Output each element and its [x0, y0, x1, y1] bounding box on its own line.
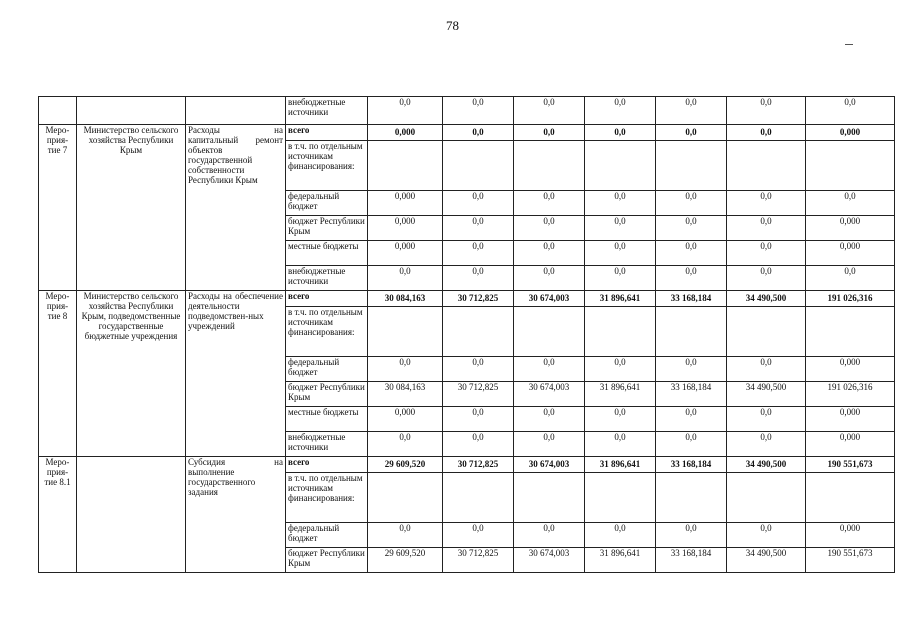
- funding-source-cell: внебюджетные источники: [286, 97, 368, 125]
- amount-cell: 0,0: [656, 97, 727, 125]
- amount-cell: 0,0: [727, 357, 806, 382]
- amount-cell: 0,0: [656, 266, 727, 291]
- funding-source-cell: в т.ч. по отдельным источникам финансирования:: [286, 473, 368, 523]
- amount-cell: 0,0: [585, 432, 656, 457]
- amount-cell: 0,0: [585, 523, 656, 548]
- amount-cell: 30 674,003: [514, 291, 585, 307]
- amount-cell: 33 168,184: [656, 457, 727, 473]
- funding-source-cell: в т.ч. по отдельным источникам финансирования:: [286, 307, 368, 357]
- amount-cell: 34 490,500: [727, 291, 806, 307]
- amount-cell: 29 609,520: [368, 548, 443, 573]
- executor-cell: Министерство сельского хозяйства Республики Крым: [77, 125, 186, 291]
- funding-source-cell: местные бюджеты: [286, 407, 368, 432]
- amount-cell: 0,0: [443, 266, 514, 291]
- executor-cell: [77, 457, 186, 573]
- amount-cell: 0,000: [806, 241, 895, 266]
- amount-cell: 191 026,316: [806, 291, 895, 307]
- amount-cell: 0,0: [656, 407, 727, 432]
- event-name-cell: Расходы на капитальный ремонт объектов государственной собственности Республики Крым: [186, 125, 286, 291]
- amount-cell: [514, 141, 585, 191]
- scan-mark: [845, 44, 853, 45]
- amount-cell: 0,0: [585, 97, 656, 125]
- amount-cell: 31 896,641: [585, 548, 656, 573]
- amount-cell: 0,0: [585, 407, 656, 432]
- amount-cell: [368, 307, 443, 357]
- amount-cell: [585, 307, 656, 357]
- amount-cell: [656, 141, 727, 191]
- amount-cell: 0,0: [656, 523, 727, 548]
- table-row: [39, 97, 895, 125]
- amount-cell: 33 168,184: [656, 382, 727, 407]
- funding-source-cell: всего: [286, 125, 368, 141]
- amount-cell: 31 896,641: [585, 382, 656, 407]
- amount-cell: 0,0: [806, 97, 895, 125]
- amount-cell: [443, 307, 514, 357]
- amount-cell: 0,0: [514, 432, 585, 457]
- amount-cell: 0,000: [806, 523, 895, 548]
- amount-cell: 0,0: [443, 191, 514, 216]
- event-code-cell: Меро- прия- тие 7: [39, 125, 77, 291]
- amount-cell: 0,0: [514, 357, 585, 382]
- amount-cell: 0,0: [443, 357, 514, 382]
- amount-cell: [806, 141, 895, 191]
- amount-cell: 31 896,641: [585, 457, 656, 473]
- amount-cell: [806, 307, 895, 357]
- amount-cell: 0,0: [727, 407, 806, 432]
- amount-cell: 0,0: [514, 216, 585, 241]
- amount-cell: 0,000: [368, 191, 443, 216]
- amount-cell: 0,0: [585, 266, 656, 291]
- amount-cell: 0,0: [514, 266, 585, 291]
- amount-cell: 191 026,316: [806, 382, 895, 407]
- amount-cell: 33 168,184: [656, 291, 727, 307]
- amount-cell: 190 551,673: [806, 457, 895, 473]
- amount-cell: [727, 473, 806, 523]
- amount-cell: 0,000: [806, 407, 895, 432]
- amount-cell: 30 712,825: [443, 382, 514, 407]
- amount-cell: 30 674,003: [514, 548, 585, 573]
- amount-cell: 0,0: [585, 241, 656, 266]
- amount-cell: 0,000: [368, 241, 443, 266]
- amount-cell: 30 674,003: [514, 457, 585, 473]
- amount-cell: 0,0: [727, 523, 806, 548]
- amount-cell: 31 896,641: [585, 291, 656, 307]
- amount-cell: 33 168,184: [656, 548, 727, 573]
- amount-cell: 0,0: [443, 125, 514, 141]
- amount-cell: 30 674,003: [514, 382, 585, 407]
- amount-cell: 0,0: [514, 97, 585, 125]
- funding-source-cell: внебюджетные источники: [286, 266, 368, 291]
- amount-cell: [656, 473, 727, 523]
- funding-source-cell: в т.ч. по отдельным источникам финансирования:: [286, 141, 368, 191]
- amount-cell: 0,0: [443, 432, 514, 457]
- budget-table: [38, 96, 895, 573]
- amount-cell: 29 609,520: [368, 457, 443, 473]
- funding-source-cell: бюджет Республики Крым: [286, 216, 368, 241]
- amount-cell: 0,0: [585, 125, 656, 141]
- amount-cell: 0,0: [806, 191, 895, 216]
- amount-cell: [368, 141, 443, 191]
- amount-cell: 0,0: [443, 523, 514, 548]
- amount-cell: [514, 307, 585, 357]
- amount-cell: 30 712,825: [443, 457, 514, 473]
- page-number: 78: [446, 18, 459, 33]
- funding-source-cell: федеральный бюджет: [286, 523, 368, 548]
- event-name-cell: Расходы на обеспечение деятельности подведомствен-ных учреждений: [186, 291, 286, 457]
- amount-cell: 0,0: [585, 357, 656, 382]
- funding-source-cell: бюджет Республики Крым: [286, 382, 368, 407]
- amount-cell: 0,0: [514, 191, 585, 216]
- amount-cell: 0,0: [443, 97, 514, 125]
- total-row: [39, 125, 895, 141]
- amount-cell: [443, 473, 514, 523]
- amount-cell: [656, 307, 727, 357]
- amount-cell: 0,000: [806, 125, 895, 141]
- amount-cell: 30 712,825: [443, 291, 514, 307]
- amount-cell: 0,0: [656, 357, 727, 382]
- amount-cell: 0,0: [727, 216, 806, 241]
- funding-source-cell: местные бюджеты: [286, 241, 368, 266]
- amount-cell: 30 712,825: [443, 548, 514, 573]
- amount-cell: 0,0: [806, 266, 895, 291]
- amount-cell: 0,0: [656, 216, 727, 241]
- event-code-cell: Меро- прия- тие 8.1: [39, 457, 77, 573]
- amount-cell: 0,0: [585, 191, 656, 216]
- amount-cell: [585, 473, 656, 523]
- amount-cell: 30 084,163: [368, 291, 443, 307]
- funding-source-cell: всего: [286, 291, 368, 307]
- amount-cell: 0,0: [514, 241, 585, 266]
- funding-source-cell: бюджет Республики Крым: [286, 548, 368, 573]
- total-row: [39, 291, 895, 307]
- amount-cell: 0,0: [656, 191, 727, 216]
- amount-cell: 0,0: [727, 191, 806, 216]
- amount-cell: 0,0: [514, 523, 585, 548]
- amount-cell: 0,0: [727, 241, 806, 266]
- event-name-cell: Субсидия на выполнение государственного задания: [186, 457, 286, 573]
- amount-cell: 0,0: [727, 432, 806, 457]
- amount-cell: [585, 141, 656, 191]
- amount-cell: 0,0: [514, 125, 585, 141]
- amount-cell: [727, 307, 806, 357]
- amount-cell: 0,0: [656, 241, 727, 266]
- funding-source-cell: федеральный бюджет: [286, 357, 368, 382]
- funding-source-cell: федеральный бюджет: [286, 191, 368, 216]
- amount-cell: 0,0: [727, 97, 806, 125]
- amount-cell: 0,0: [656, 125, 727, 141]
- funding-source-cell: внебюджетные источники: [286, 432, 368, 457]
- executor-cell: Министерство сельского хозяйства Республики Крым, подведомственные государственные бюджетные учреждения: [77, 291, 186, 457]
- amount-cell: 30 084,163: [368, 382, 443, 407]
- amount-cell: 0,0: [368, 97, 443, 125]
- amount-cell: 0,000: [806, 432, 895, 457]
- amount-cell: 0,0: [727, 266, 806, 291]
- amount-cell: 0,000: [806, 216, 895, 241]
- amount-cell: [443, 141, 514, 191]
- amount-cell: 34 490,500: [727, 382, 806, 407]
- amount-cell: 0,000: [368, 125, 443, 141]
- amount-cell: [514, 473, 585, 523]
- executor-cell: [77, 97, 186, 125]
- amount-cell: 0,0: [656, 432, 727, 457]
- amount-cell: [727, 141, 806, 191]
- amount-cell: 0,0: [443, 216, 514, 241]
- amount-cell: 0,0: [443, 241, 514, 266]
- event-code-cell: [39, 97, 77, 125]
- amount-cell: 0,0: [368, 523, 443, 548]
- event-code-cell: Меро- прия- тие 8: [39, 291, 77, 457]
- amount-cell: 190 551,673: [806, 548, 895, 573]
- amount-cell: 0,0: [368, 266, 443, 291]
- funding-source-cell: всего: [286, 457, 368, 473]
- amount-cell: [806, 473, 895, 523]
- amount-cell: 0,000: [806, 357, 895, 382]
- amount-cell: 0,0: [727, 125, 806, 141]
- amount-cell: 0,000: [368, 407, 443, 432]
- amount-cell: 34 490,500: [727, 548, 806, 573]
- total-row: [39, 457, 895, 473]
- amount-cell: 34 490,500: [727, 457, 806, 473]
- amount-cell: 0,0: [585, 216, 656, 241]
- amount-cell: 0,0: [368, 357, 443, 382]
- amount-cell: 0,000: [368, 216, 443, 241]
- amount-cell: 0,0: [368, 432, 443, 457]
- event-name-cell: [186, 97, 286, 125]
- amount-cell: 0,0: [443, 407, 514, 432]
- amount-cell: 0,0: [514, 407, 585, 432]
- amount-cell: [368, 473, 443, 523]
